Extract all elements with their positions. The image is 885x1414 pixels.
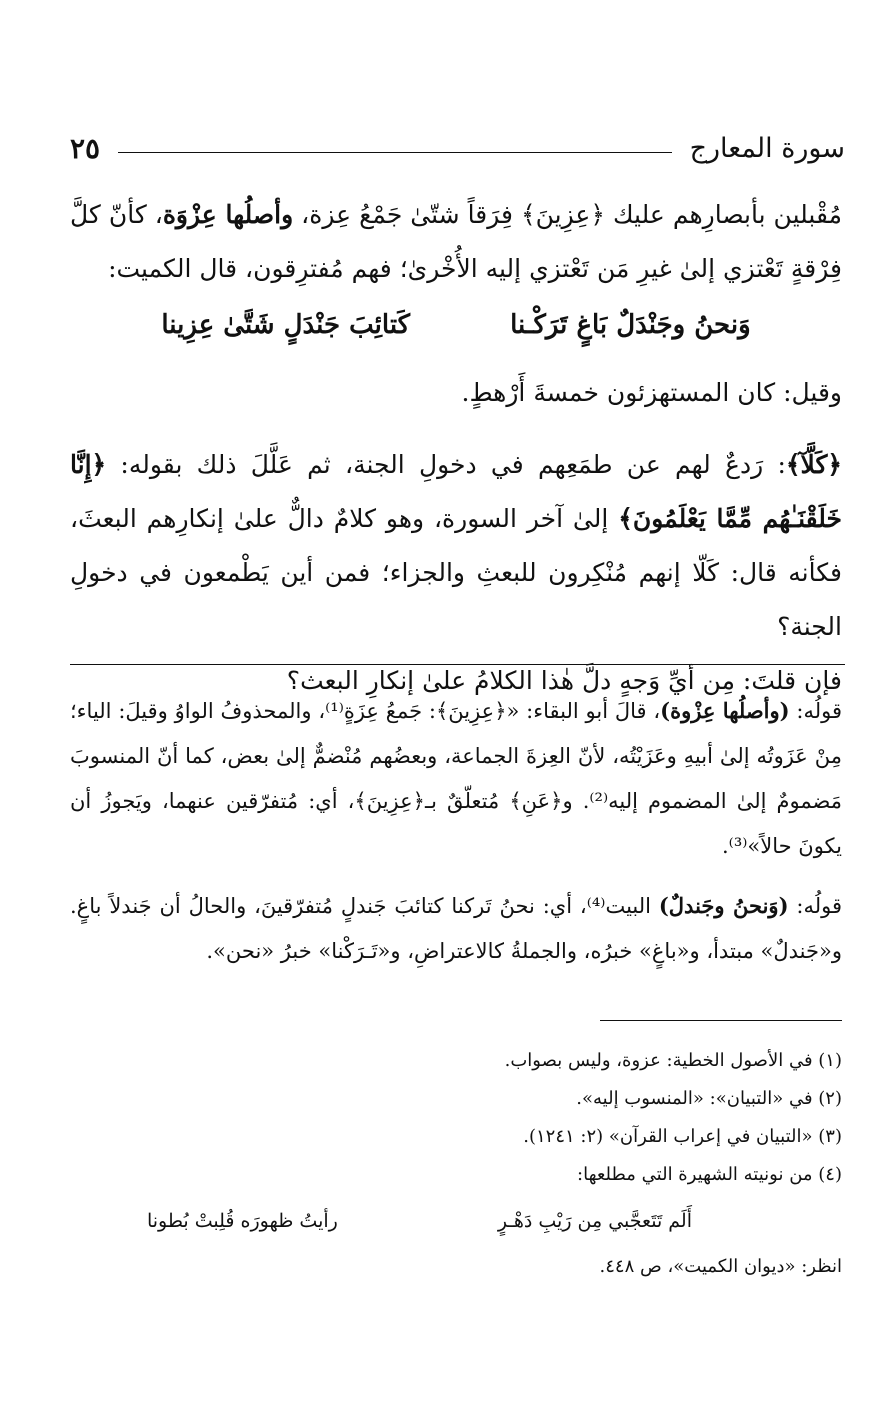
poem-hemistich-right: وَنحنُ وجَنْدَلٌ بَاغٍ تَرَكْـنا [510, 310, 751, 340]
commentary-paragraph-2 [70, 883, 842, 974]
c2-body: البيت⁽⁴⁾، أي: نحنُ تَركنا كتائبَ جَندلٍ مُتفرّقينَ، والحالُ أن جَندلاً باغٍ. و«جَندلٌ» مبتدأ، و«باغٍ» خبرُه، والجملةُ كالاعتراضِ، و«تَـرَكْنا» خبرُ «نحن». [70, 894, 842, 963]
commentary-paragraph-1 [70, 688, 842, 869]
main-paragraph-1 [70, 188, 842, 296]
para1-text-a: مُقْبلين بأبصارِهم عليك ﴿عِزِينَ﴾ فِرَقاً شتّىٰ جَمْعُ عِزة، [293, 200, 842, 229]
main-paragraph-2: وقيل: كان المستهزئون خمسةَ أَرْهطٍ. [461, 378, 842, 407]
main-paragraph-4: فإن قلتَ: مِن أيِّ وَجهٍ دلَّ هٰذا الكلامُ علىٰ إنكارِ البعث؟ [286, 666, 842, 695]
para1-text-c: ، كأنّ كلَّ فِرْقةٍ تَعْتزي إلىٰ غيرِ مَن تَعْتزي إليه الأُخْرىٰ؛ فهم مُفترِقون، قال الكميت: [70, 200, 842, 283]
c1-lead: قولُه: [789, 699, 843, 723]
para1-bold-phrase: وأصلُها عِزْوَة [162, 200, 294, 229]
surah-title: سورة المعارج [689, 132, 845, 164]
commentary-section [70, 688, 842, 974]
main-paragraph-3 [70, 438, 842, 654]
spacer [70, 420, 842, 438]
footnotes [70, 1042, 842, 1286]
footnote-2: (٢) في «التبيان»: «المنسوب إليه». [576, 1088, 842, 1109]
c2-lead: قولُه: [788, 894, 843, 918]
page-number: ٢٥ [70, 131, 101, 165]
main-text [70, 188, 842, 708]
footnote-rule [600, 1020, 842, 1021]
header-rule [118, 152, 672, 153]
quran-quote-kalla: ﴿كَلَّآ﴾ [785, 450, 842, 479]
para3-text-d: إلىٰ آخر السورة، وهو كلامٌ دالٌّ علىٰ إنكارِهم البعثَ، فكأنه قال: كَلّا إنهم مُنْكِرون للبعثِ والجزاء؛ فمن أين يَطْمعون في دخولِ الجنة؟ [70, 504, 842, 641]
c1-body: ، قالَ أبو البقاء: «﴿عِزِينَ﴾: جَمعُ عِزَةٍ⁽¹⁾، والمحذوفُ الواوُ وقيلَ: الياء؛ مِنْ عَزَوتُه إلىٰ أبيهِ وعَزَيْتُه، لأنّ العِزةَ الجماعة، وبعضُهم مُنْضمٌّ إلىٰ بعض، كما أنّ المنسوبَ مَضمومٌ إلىٰ المضموم إليه⁽²⁾. و﴿عَنِ﴾ مُتعلّقٌ بـ﴿عِزِينَ﴾، أي: مُتفرّقين عنهما، ويَجوزُ أن يكونَ حالاً»⁽³⁾. [70, 699, 843, 858]
para3-text-b: : رَدعٌ لهم عن طمَعِهم في دخولِ الجنة، ثم عَلَّلَ ذلك بقوله: [106, 450, 786, 479]
footnote-4-reference: انظر: «ديوان الكميت»، ص ٤٤٨. [599, 1256, 842, 1277]
footnote-poem [70, 1202, 842, 1240]
footnote-poem-right: أَلَم تَتَعجَّبي مِن رَيْبِ دَهْـرٍ [497, 1210, 692, 1232]
poem-verse [70, 300, 842, 350]
footnote-4: (٤) من نونيته الشهيرة التي مطلعها: [577, 1164, 842, 1185]
c1-lemma: (وأصلُها عِزْوة) [660, 698, 790, 723]
commentary-divider [70, 664, 845, 665]
footnote-3: (٣) «التبيان في إعراب القرآن» (٢: ١٢٤١). [523, 1126, 842, 1147]
footnote-poem-left: رأيتُ ظهورَه قُلِبتْ بُطونا [146, 1210, 338, 1232]
running-header [70, 128, 845, 168]
poem-hemistich-left: كَتائِبَ جَنْدَلٍ شَتَّىٰ عِزِينا [161, 310, 411, 340]
c2-lemma: (وَنحنُ وجَندلٌ) [658, 893, 789, 918]
footnote-1: (١) في الأصول الخطية: عزوة، وليس بصواب. [504, 1050, 842, 1071]
quran-quote-inna: ﴿إِنَّا خَلَقْنَـٰهُم مِّمَّا يَعْلَمُونَ﴾ [70, 450, 842, 533]
